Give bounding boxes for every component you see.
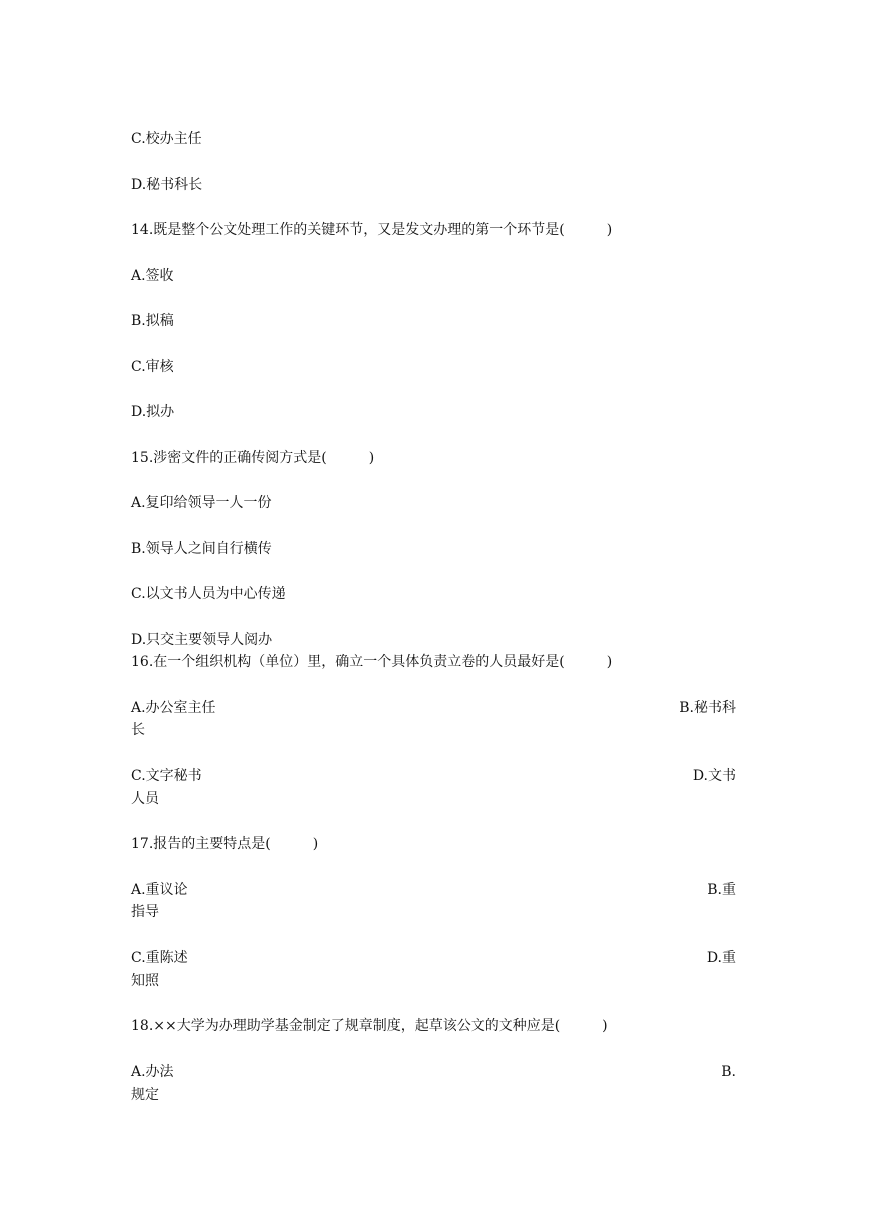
q16-option-b-tail: 长 [131, 722, 145, 738]
q14-option-b: B.拟稿 [131, 313, 174, 329]
q17-option-d-tail: 知照 [131, 973, 159, 989]
q17-option-b-tail: 指导 [131, 904, 159, 920]
q16-option-b-head: B.秘书科 [679, 700, 736, 716]
q15-option-d: D.只交主要领导人阅办 [131, 632, 273, 648]
q13-option-d: D.秘书科长 [131, 177, 203, 193]
q15-stem: 15.涉密文件的正确传阅方式是( ) [131, 450, 375, 466]
q17-option-a: A.重议论 [131, 882, 188, 898]
q17-option-d-head: D.重 [706, 950, 736, 966]
q17-option-c: C.重陈述 [131, 950, 188, 966]
q16-option-d-head: D.文书 [692, 768, 736, 784]
q15-option-b: B.领导人之间自行横传 [131, 541, 272, 557]
q18-stem: 18.××大学为办理助学基金制定了规章制度，起草该公文的文种应是( ) [131, 1018, 608, 1034]
q14-option-c: C.审核 [131, 359, 174, 375]
q14-option-d: D.拟办 [131, 404, 175, 420]
q16-stem: 16.在一个组织机构（单位）里，确立一个具体负责立卷的人员最好是( ) [131, 654, 613, 670]
q16-option-c: C.文字秘书 [131, 768, 202, 784]
q18-option-b-head: B. [721, 1064, 736, 1080]
q18-option-b-tail: 规定 [131, 1087, 159, 1103]
q15-option-a: A.复印给领导一人一份 [131, 495, 272, 511]
q14-stem: 14.既是整个公文处理工作的关键环节，又是发文办理的第一个环节是( ) [131, 222, 613, 238]
q16-option-a: A.办公室主任 [131, 700, 216, 716]
q16-option-d-tail: 人员 [131, 791, 159, 807]
q15-option-c: C.以文书人员为中心传递 [131, 586, 286, 602]
q17-option-b-head: B.重 [707, 882, 736, 898]
q17-stem: 17.报告的主要特点是( ) [131, 836, 319, 852]
q18-option-a: A.办法 [131, 1064, 174, 1080]
q14-option-a: A.签收 [131, 268, 174, 284]
q13-option-c: C.校办主任 [131, 131, 202, 147]
